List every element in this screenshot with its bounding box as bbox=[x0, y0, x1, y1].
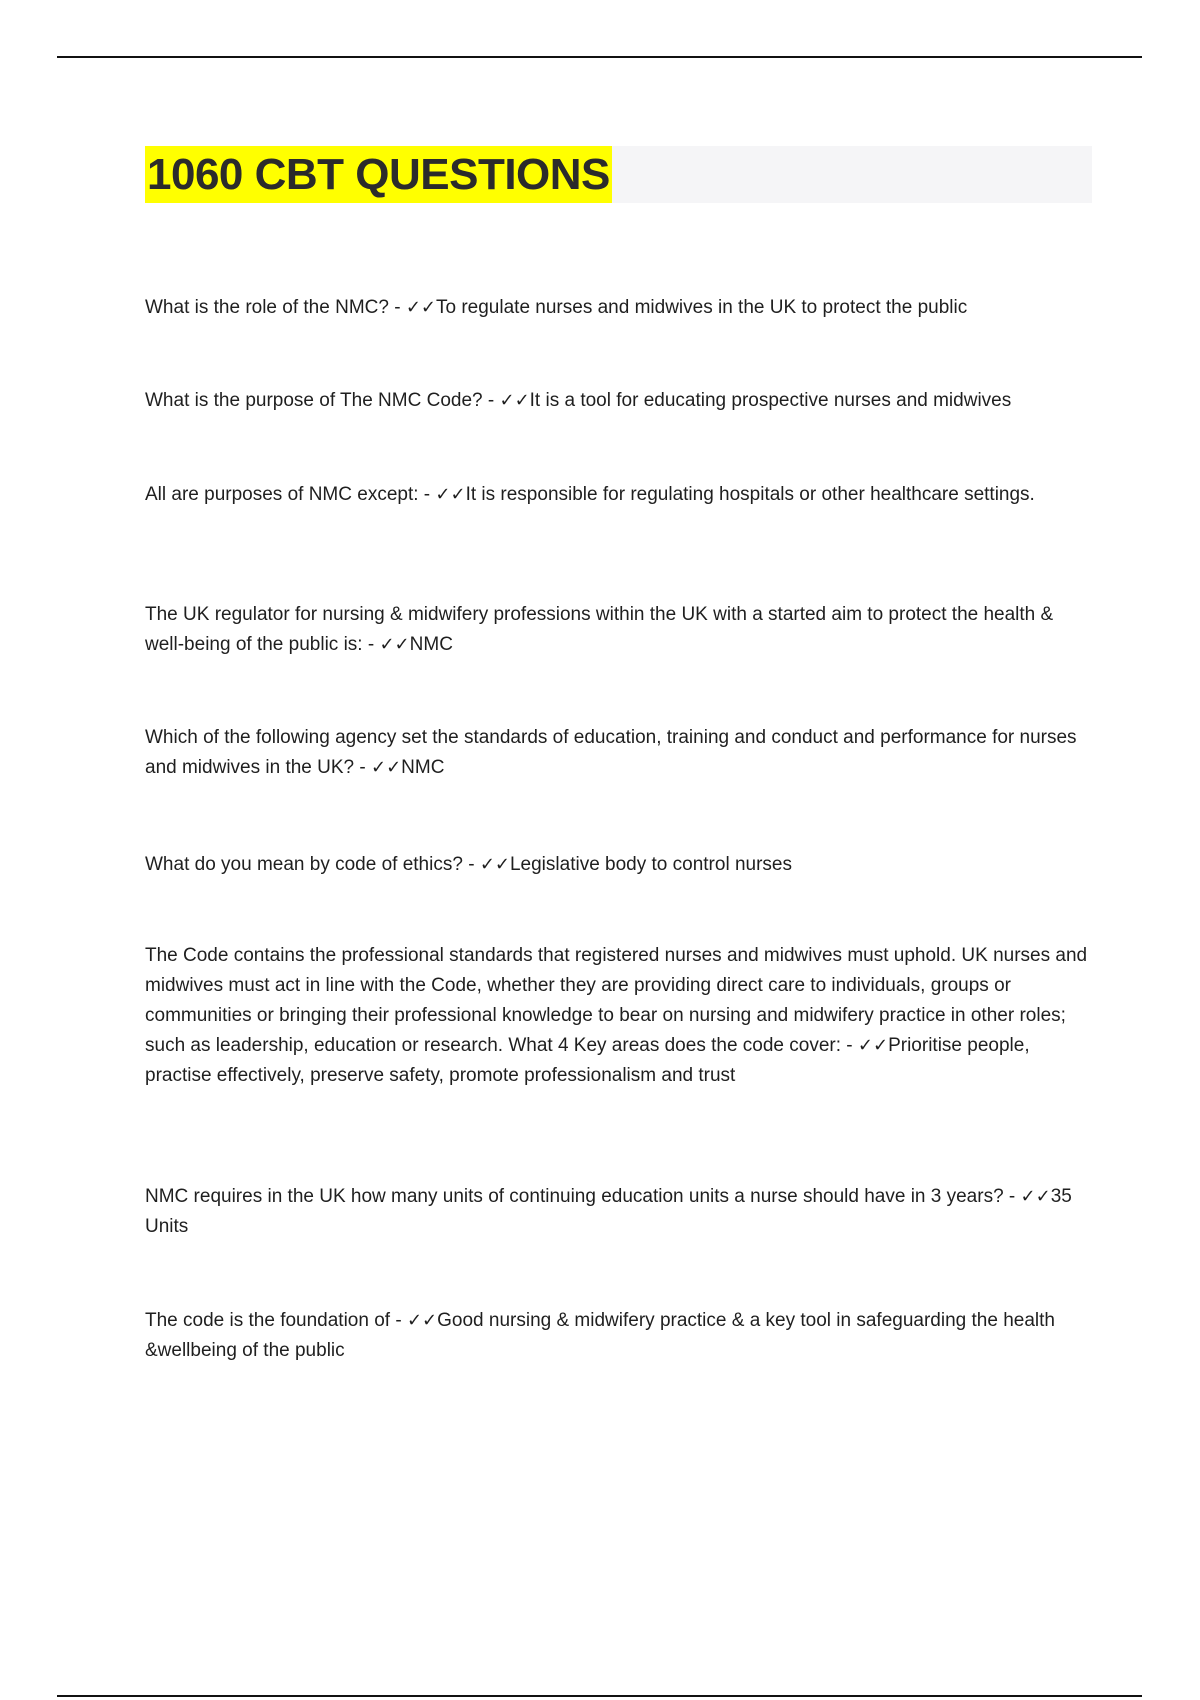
separator: - bbox=[388, 297, 406, 318]
question-text: Which of the following agency set the standards of education, training and conduct and performance for nurses and midwives in the UK? bbox=[145, 727, 1077, 778]
qa-item bbox=[145, 723, 1090, 783]
answer-text: Legislative body to control nurses bbox=[509, 854, 792, 875]
qa-item bbox=[145, 480, 1090, 510]
qa-item bbox=[145, 600, 1090, 660]
separator: - bbox=[390, 1310, 407, 1331]
check-mark-icon: ✓✓ bbox=[379, 634, 410, 655]
separator: - bbox=[354, 757, 371, 778]
question-text: What is the role of the NMC? bbox=[145, 297, 389, 318]
qa-item bbox=[145, 386, 1090, 416]
check-mark-icon: ✓✓ bbox=[435, 484, 466, 505]
separator: - bbox=[362, 634, 380, 655]
qa-item bbox=[145, 850, 1090, 880]
check-mark-icon: ✓✓ bbox=[857, 1035, 889, 1056]
answer-text: To regulate nurses and midwives in the UK to protect the public bbox=[436, 297, 968, 318]
qa-item bbox=[145, 293, 1090, 323]
separator: - bbox=[462, 854, 480, 875]
question-text: NMC requires in the UK how many units of continuing education units a nurse should have in 3 years? bbox=[145, 1186, 1004, 1207]
check-mark-icon: ✓✓ bbox=[406, 1310, 438, 1331]
question-text: The code is the foundation of bbox=[145, 1310, 391, 1331]
check-mark-icon: ✓✓ bbox=[405, 297, 436, 318]
answer-text: 35 Units bbox=[145, 1186, 1072, 1237]
separator: - bbox=[841, 1035, 858, 1056]
footer-rule bbox=[57, 1695, 1142, 1697]
separator: - bbox=[418, 484, 436, 505]
question-text: The UK regulator for nursing & midwifery professions within the UK with a started aim to protect the health & well-being of the public is: bbox=[145, 604, 1054, 655]
answer-text: Prioritise people, practise effectively, preserve safety, promote professionalism and trust bbox=[145, 1035, 1030, 1086]
title-bar bbox=[145, 146, 1092, 203]
question-text: All are purposes of NMC except: bbox=[145, 484, 419, 505]
answer-text: NMC bbox=[401, 757, 445, 778]
answer-text: NMC bbox=[409, 634, 453, 655]
check-mark-icon: ✓✓ bbox=[499, 390, 530, 411]
check-mark-icon: ✓✓ bbox=[1020, 1186, 1051, 1207]
question-text: What do you mean by code of ethics? bbox=[145, 854, 463, 875]
check-mark-icon: ✓✓ bbox=[371, 757, 402, 778]
qa-item bbox=[145, 1306, 1090, 1366]
question-text: What is the purpose of The NMC Code? bbox=[145, 390, 483, 411]
question-text: The Code contains the professional standards that registered nurses and midwives must uphold. UK nurses and midwives must act in line with the Code, whether they are providing direct care to individuals, groups or communities or bringing their professional knowledge to bear on nursing and midwifery practice in other roles; such as leadership, education or research. What 4 Key areas does the code cover: bbox=[145, 945, 1088, 1056]
check-mark-icon: ✓✓ bbox=[479, 854, 510, 875]
qa-item bbox=[145, 941, 1090, 1091]
document-title: 1060 CBT QUESTIONS bbox=[145, 146, 612, 203]
separator: - bbox=[1003, 1186, 1021, 1207]
qa-item bbox=[145, 1182, 1090, 1242]
separator: - bbox=[482, 390, 500, 411]
answer-text: Good nursing & midwifery practice & a key tool in safeguarding the health &wellbeing of the public bbox=[145, 1310, 1055, 1361]
answer-text: It is responsible for regulating hospitals or other healthcare settings. bbox=[465, 484, 1035, 505]
header-rule bbox=[57, 56, 1142, 58]
answer-text: It is a tool for educating prospective nurses and midwives bbox=[529, 390, 1012, 411]
